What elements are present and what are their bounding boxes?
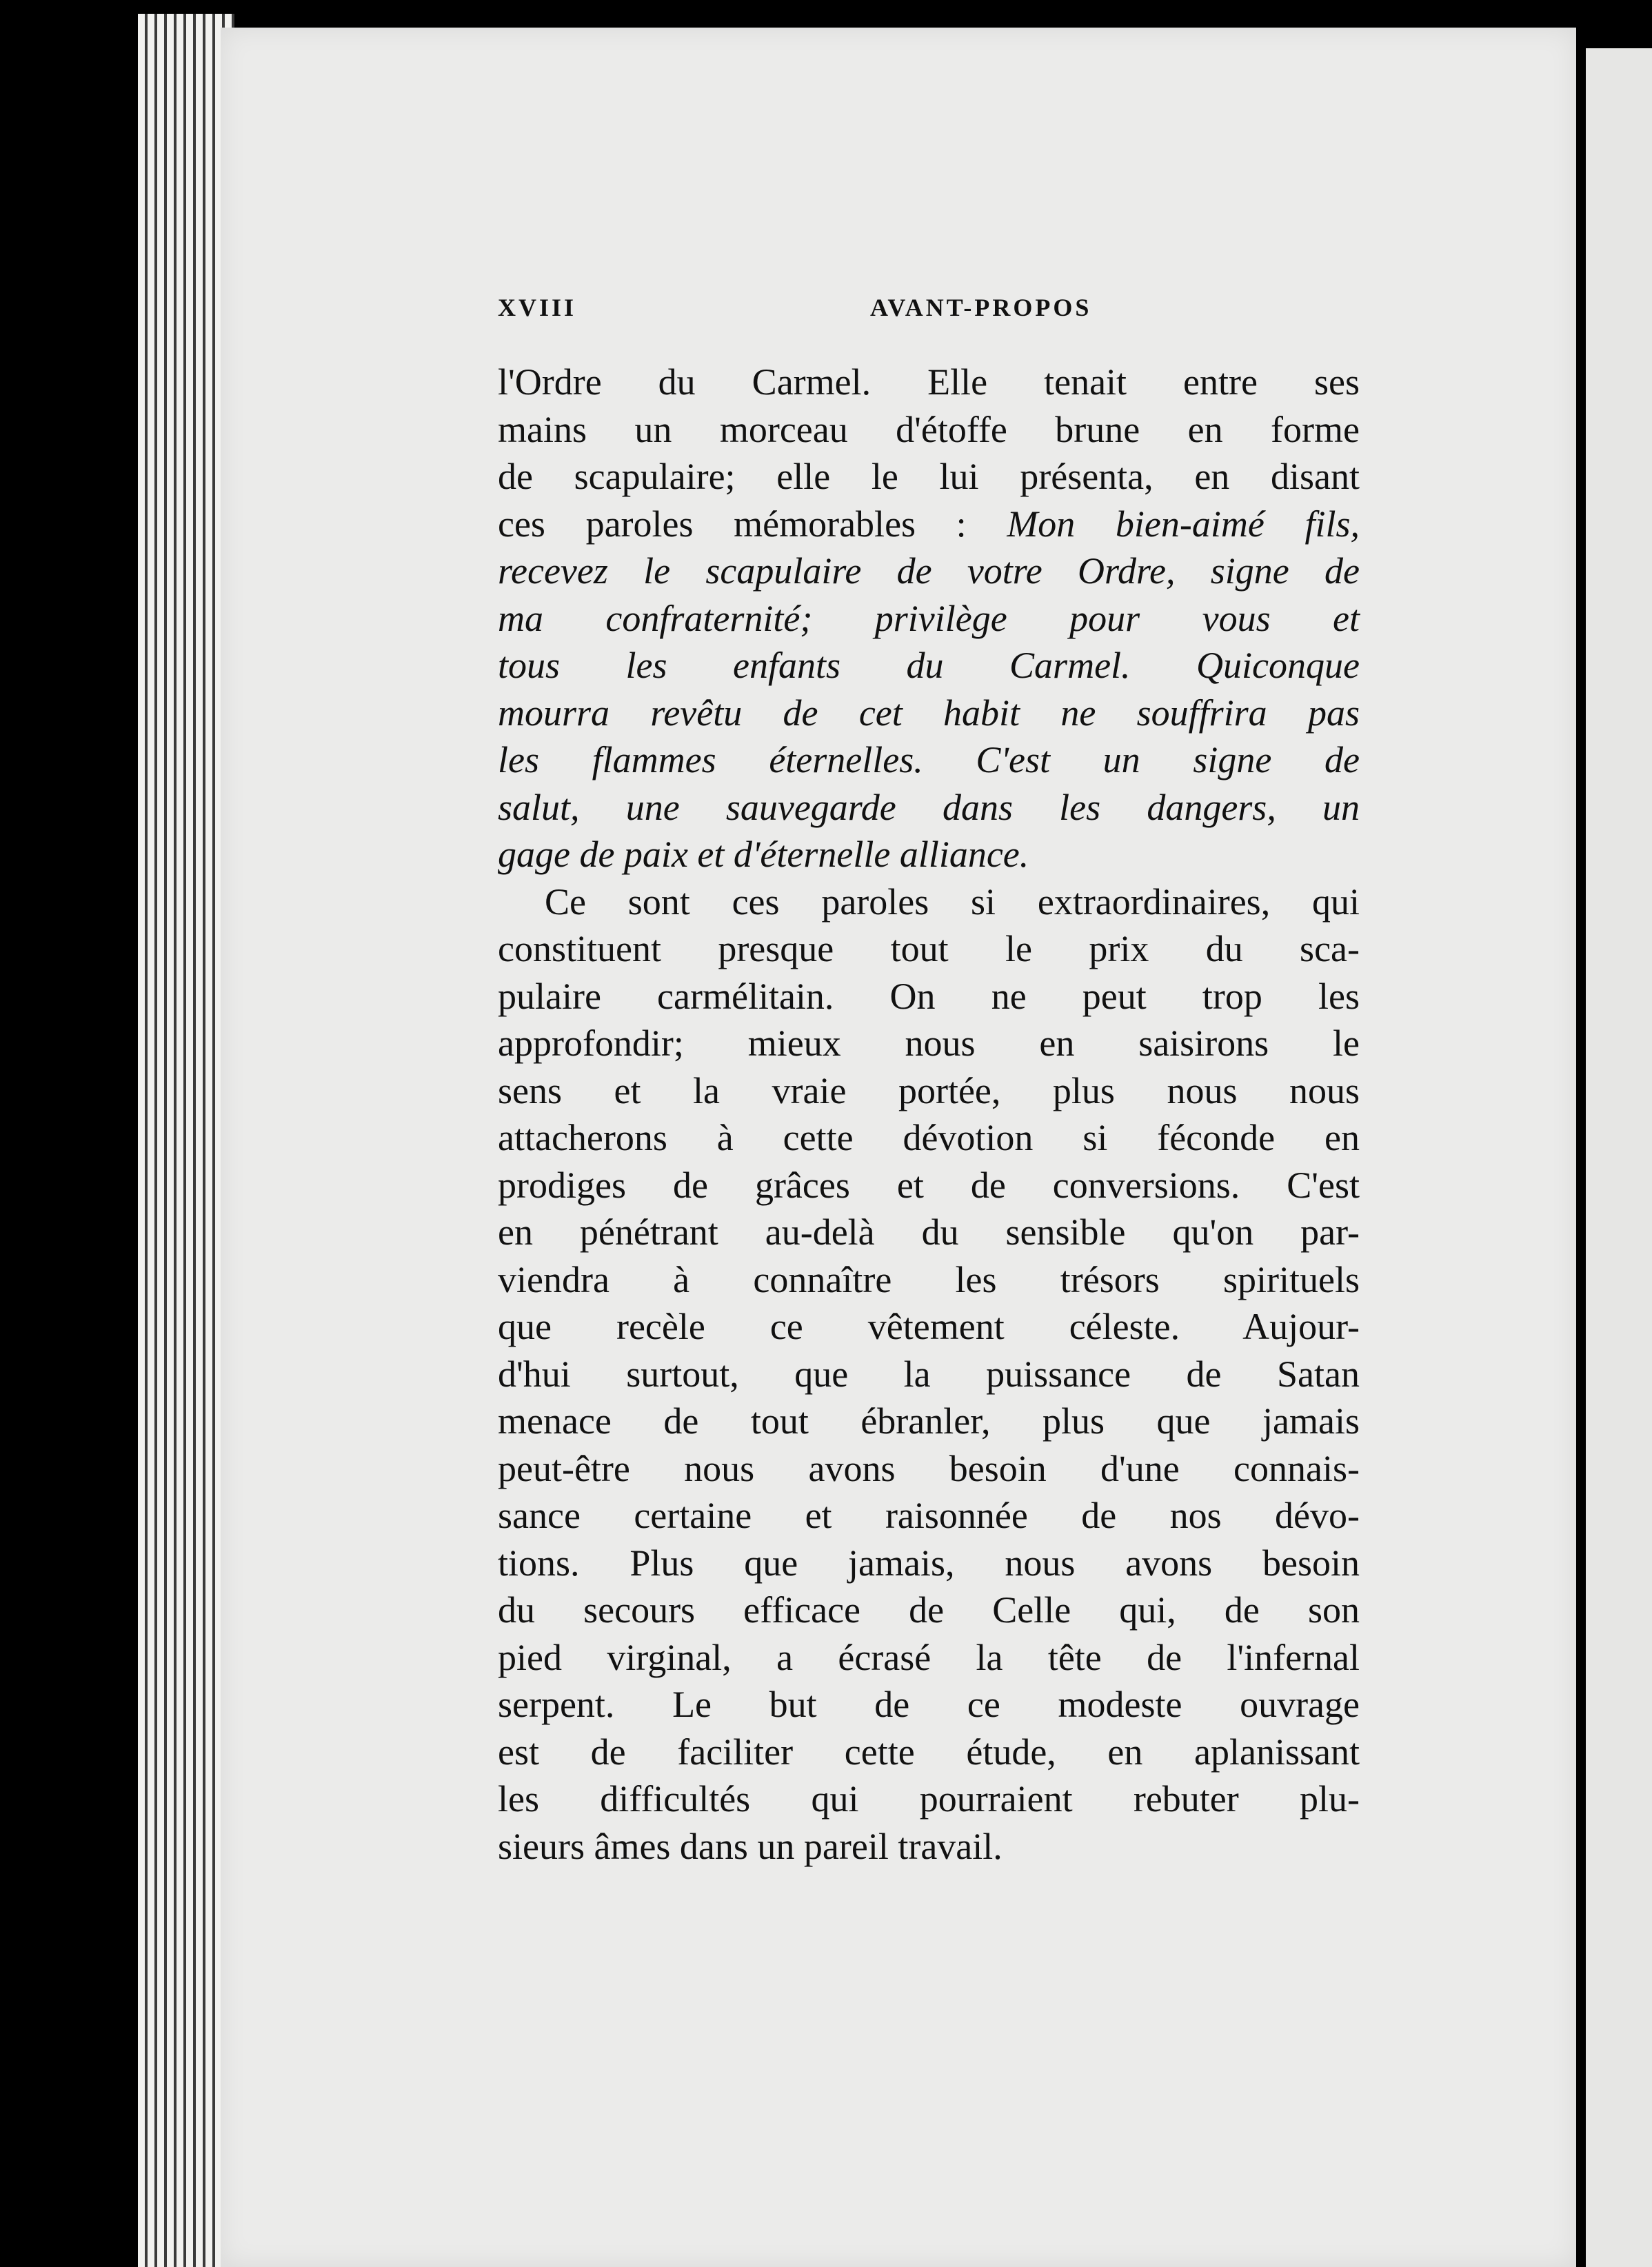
text-line: l'Ordre du Carmel. Elle tenait entre ses [498, 361, 1360, 403]
text-line: constituent presque tout le prix du sca- [498, 928, 1360, 969]
book-page-edges [138, 14, 234, 2267]
running-head [276, 293, 1358, 328]
text-line: approfondir; mieux nous en saisirons le [498, 1022, 1360, 1064]
text-line: est de faciliter cette étude, en aplanissant [498, 1731, 1360, 1773]
text-line: menace de tout ébranler, plus que jamais [498, 1400, 1360, 1442]
text-line: mourra revêtu de cet habit ne souffrira pas [498, 692, 1360, 734]
text-line: les flammes éternelles. C'est un signe de [498, 739, 1360, 780]
text-line-italic-part: Mon bien-aimé fils, [1007, 503, 1360, 545]
text-line: prodiges de grâces et de conversions. C'est [498, 1164, 1360, 1206]
text-line [498, 501, 1360, 548]
adjacent-page-edge [1586, 48, 1652, 2267]
text-line: tous les enfants du Carmel. Quiconque [498, 645, 1360, 686]
text-line-roman-part: ces paroles mémorables : [498, 503, 1007, 545]
text-line: tions. Plus que jamais, nous avons besoin [498, 1542, 1360, 1584]
text-line: salut, une sauvegarde dans les dangers, un [498, 786, 1360, 828]
text-line: sieurs âmes dans un pareil travail. [498, 1825, 1003, 1867]
page-number: XVIII [498, 294, 577, 321]
text-line: ma confraternité; privilège pour vous et [498, 597, 1360, 639]
body-text [498, 359, 1360, 1870]
text-line: d'hui surtout, que la puissance de Satan [498, 1353, 1360, 1395]
text-line: de scapulaire; elle le lui présenta, en disant [498, 456, 1360, 497]
running-head-title: AVANT-PROPOS [870, 294, 1092, 321]
text-line: recevez le scapulaire de votre Ordre, signe de [498, 550, 1360, 592]
text-line: pulaire carmélitain. On ne peut trop les [498, 975, 1360, 1017]
text-line: peut-être nous avons besoin d'une connais- [498, 1447, 1360, 1489]
text-line: en pénétrant au-delà du sensible qu'on par- [498, 1211, 1360, 1253]
text-line: du secours efficace de Celle qui, de son [498, 1589, 1360, 1631]
text-line: les difficultés qui pourraient rebuter plu- [498, 1778, 1360, 1820]
text-line: sance certaine et raisonnée de nos dévo- [498, 1495, 1360, 1536]
text-line: pied virginal, a écrasé la tête de l'infernal [498, 1636, 1360, 1678]
text-line: viendra à connaître les trésors spirituels [498, 1258, 1360, 1300]
text-line: mains un morceau d'étoffe brune en forme [498, 408, 1360, 450]
text-line: que recèle ce vêtement céleste. Aujour- [498, 1306, 1360, 1347]
text-line: sens et la vraie portée, plus nous nous [498, 1069, 1360, 1111]
text-line: Ce sont ces paroles si extraordinaires, qui [545, 880, 1360, 923]
text-line: attacherons à cette dévotion si féconde en [498, 1117, 1360, 1158]
text-line: serpent. Le but de ce modeste ouvrage [498, 1684, 1360, 1725]
text-line: gage de paix et d'éternelle alliance. [498, 834, 1029, 875]
